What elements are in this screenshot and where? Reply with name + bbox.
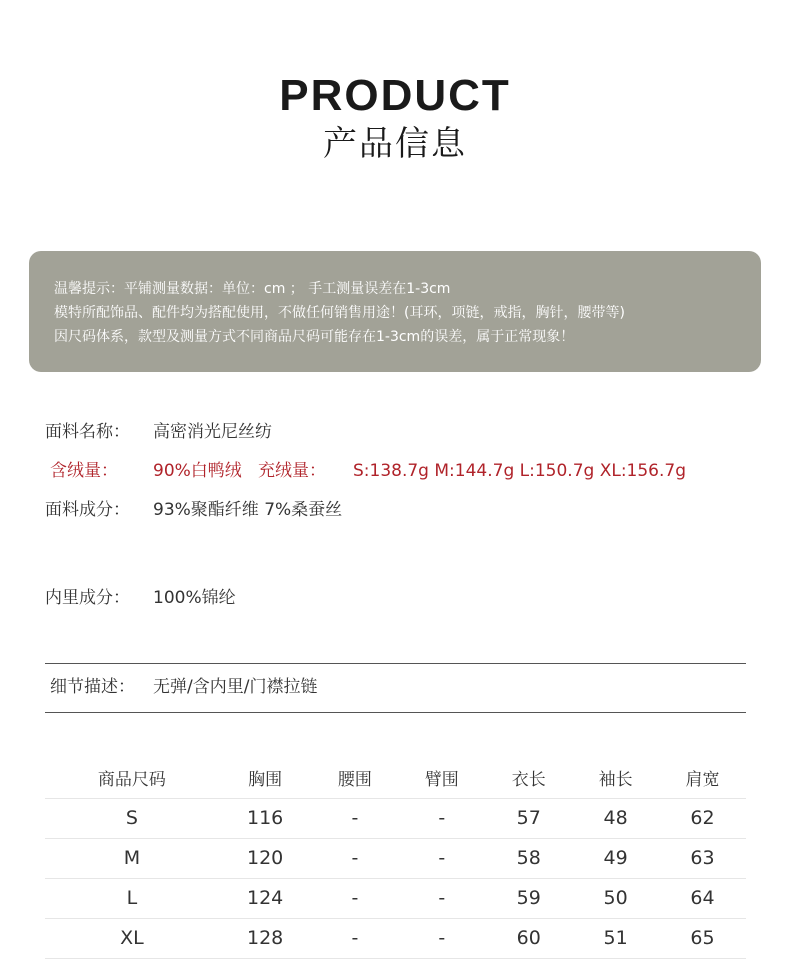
table-cell: 128 xyxy=(219,918,312,958)
spec-fill-label: 充绒量： xyxy=(258,461,326,481)
table-cell: 62 xyxy=(659,798,746,838)
table-row xyxy=(45,798,746,838)
header-arm: 臂围 xyxy=(398,758,485,798)
table-cell: L xyxy=(45,878,219,918)
table-row xyxy=(45,838,746,878)
spec-label: 内里成分： xyxy=(45,588,130,608)
table-cell: XL xyxy=(45,918,219,958)
table-cell: 124 xyxy=(219,878,312,918)
spec-value: 100%锦纶 xyxy=(153,588,236,608)
table-cell: 116 xyxy=(219,798,312,838)
divider-top xyxy=(45,663,746,664)
spec-value: 高密消光尼丝纺 xyxy=(153,422,272,442)
table-cell: M xyxy=(45,838,219,878)
spec-label: 含绒量： xyxy=(50,461,118,481)
table-cell: 57 xyxy=(485,798,572,838)
header-sleeve: 袖长 xyxy=(572,758,659,798)
divider-bottom xyxy=(45,712,746,713)
table-cell: 59 xyxy=(485,878,572,918)
size-table-header xyxy=(45,758,746,798)
table-cell: 51 xyxy=(572,918,659,958)
table-cell: - xyxy=(311,878,398,918)
spec-fill-value: S:138.7g M:144.7g L:150.7g XL:156.7g xyxy=(353,461,687,481)
table-cell: - xyxy=(311,798,398,838)
notice-line-3: 因尺码体系，款型及测量方式不同商品尺码可能存在1-3cm的误差，属于正常现象！ xyxy=(54,329,575,345)
notice-box xyxy=(29,251,761,372)
table-cell: - xyxy=(311,918,398,958)
header-shoulder: 肩宽 xyxy=(659,758,746,798)
table-cell: - xyxy=(398,878,485,918)
table-cell: 60 xyxy=(485,918,572,958)
table-cell: S xyxy=(45,798,219,838)
page-title-cn: 产品信息 xyxy=(323,124,467,164)
table-row xyxy=(45,918,746,958)
table-cell: 64 xyxy=(659,878,746,918)
header-chest: 胸围 xyxy=(219,758,312,798)
table-cell: 65 xyxy=(659,918,746,958)
spec-value: 无弹/含内里/门襟拉链 xyxy=(153,677,318,697)
spec-value: 90%白鸭绒 xyxy=(153,461,242,481)
spec-label: 面料成分： xyxy=(45,500,130,520)
spec-label: 面料名称： xyxy=(45,422,130,442)
spec-label: 细节描述： xyxy=(50,677,135,697)
spec-value: 93%聚酯纤维 7%桑蚕丝 xyxy=(153,500,343,520)
notice-line-2: 模特所配饰品、配件均为搭配使用，不做任何销售用途！(耳环，项链，戒指，胸针，腰带等) xyxy=(54,305,625,321)
table-cell: - xyxy=(398,798,485,838)
table-cell: - xyxy=(398,838,485,878)
table-cell: 63 xyxy=(659,838,746,878)
size-table xyxy=(45,758,746,959)
header-waist: 腰围 xyxy=(311,758,398,798)
notice-line-1: 温馨提示：平铺测量数据：单位：cm ； 手工测量误差在1-3cm xyxy=(54,281,451,297)
table-row xyxy=(45,878,746,918)
table-cell: 120 xyxy=(219,838,312,878)
table-cell: - xyxy=(398,918,485,958)
header-size: 商品尺码 xyxy=(45,758,219,798)
table-cell: 48 xyxy=(572,798,659,838)
page-title-en: PRODUCT xyxy=(279,71,511,120)
table-cell: - xyxy=(311,838,398,878)
table-cell: 58 xyxy=(485,838,572,878)
table-cell: 49 xyxy=(572,838,659,878)
table-cell: 50 xyxy=(572,878,659,918)
header-length: 衣长 xyxy=(485,758,572,798)
